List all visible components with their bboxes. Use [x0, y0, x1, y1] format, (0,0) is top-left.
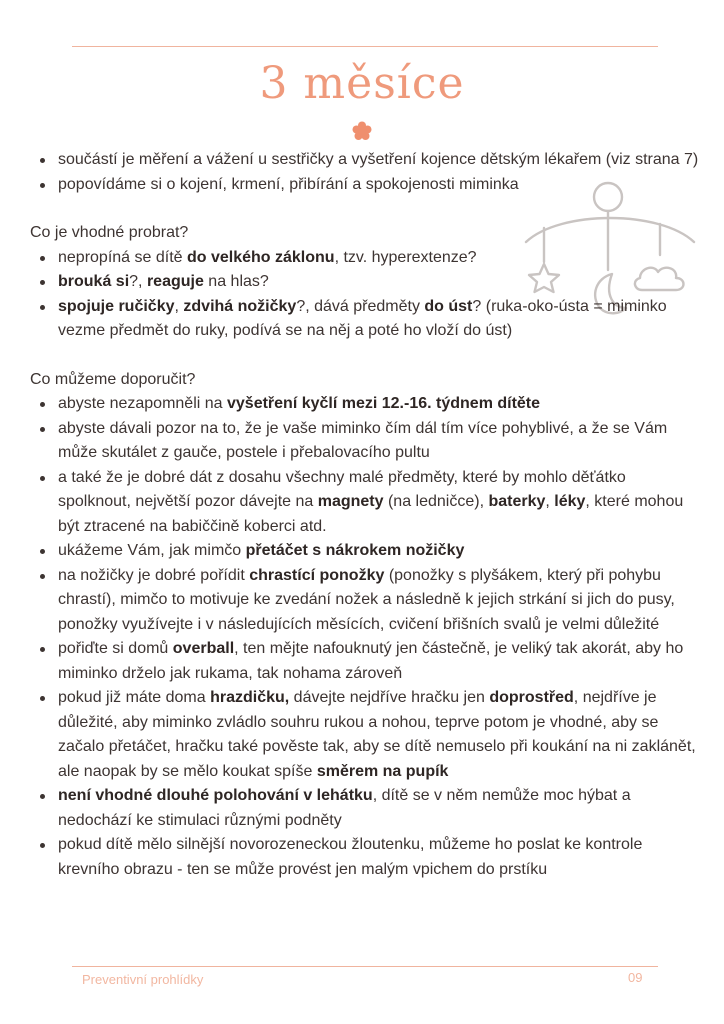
- flower-icon: [352, 121, 372, 141]
- list-item: pokud již máte doma hrazdičku, dávejte nejdříve hračku jen doprostřed, nejdříve je důležité, aby miminko zvládlo souhru rukou a nohou, teprve potom je vhodné, aby se začalo přetáčet, hračku také pověste tak, aby se dítě nemuselo při koukání na ni zaklánět, ale naopak by se mělo koukat spíše směrem na pupík: [30, 686, 702, 784]
- list-item: a také že je dobré dát z dosahu všechny malé předměty, které by mohlo děťátko spolknout, největší pozor dávejte na magnety (na ledničce), baterky, léky, které mohou být ztracené na babiččině koberci atd.: [30, 466, 702, 540]
- list-item: pořiďte si domů overball, ten mějte nafouknutý jen částečně, je veliký tak akorát, aby ho miminko drželo jak rukama, tak nohama zároveň: [30, 637, 702, 686]
- discussion-list: [30, 246, 702, 344]
- list-item: ukážeme Vám, jak mimčo přetáčet s nákrokem nožičky: [30, 539, 702, 564]
- list-item: není vhodné dlouhé polohování v lehátku, dítě se v něm nemůže moc hýbat a nedochází ke stimulaci různými podněty: [30, 784, 702, 833]
- list-item: spojuje ručičky, zdvihá nožičky?, dává předměty do úst? (ruka-oko-ústa = miminko vezme předmět do ruky, podívá se na něj a poté ho vloží do úst): [30, 295, 702, 344]
- page-number: 09: [628, 970, 643, 985]
- footer-label: Preventivní prohlídky: [82, 972, 204, 987]
- section-heading: Co je vhodné probrat?: [30, 224, 189, 241]
- page-title: 3 měsíce: [259, 58, 465, 109]
- recommendation-list: [30, 392, 702, 882]
- list-item: popovídáme si o kojení, krmení, přibírání a spokojenosti miminka: [30, 173, 702, 198]
- content: [30, 148, 702, 882]
- list-item: abyste nezapomněli na vyšetření kyčlí mezi 12.-16. týdnem dítěte: [30, 392, 702, 417]
- list-item: nepropíná se dítě do velkého záklonu, tzv. hyperextenze?: [30, 246, 702, 271]
- list-item: pokud dítě mělo silnější novorozeneckou žloutenku, můžeme ho poslat ke kontrole krevního obrazu - ten se může provést jen malým vpichem do prstíku: [30, 833, 702, 882]
- list-item: abyste dávali pozor na to, že je vaše miminko čím dál tím více pohyblivé, a že se Vám může skutálet z gauče, postele i přebalovacího pultu: [30, 417, 702, 466]
- intro-list: [30, 148, 702, 197]
- top-divider: [72, 46, 658, 47]
- bottom-divider: [72, 966, 658, 967]
- list-item: brouká si?, reaguje na hlas?: [30, 270, 702, 295]
- list-item: na nožičky je dobré pořídit chrastící ponožky (ponožky s plyšákem, který při pohybu chrastí), mimčo to motivuje ke zvedání nožek a následně k jejich strkání si jich do pusy, ponožky využívejte i v následujících měsících, cvičení břišních svalů je velmi důležité: [30, 564, 702, 638]
- list-item: součástí je měření a vážení u sestřičky a vyšetření kojence dětským lékařem (viz strana 7): [30, 148, 702, 173]
- section-heading: Co můžeme doporučit?: [30, 370, 196, 388]
